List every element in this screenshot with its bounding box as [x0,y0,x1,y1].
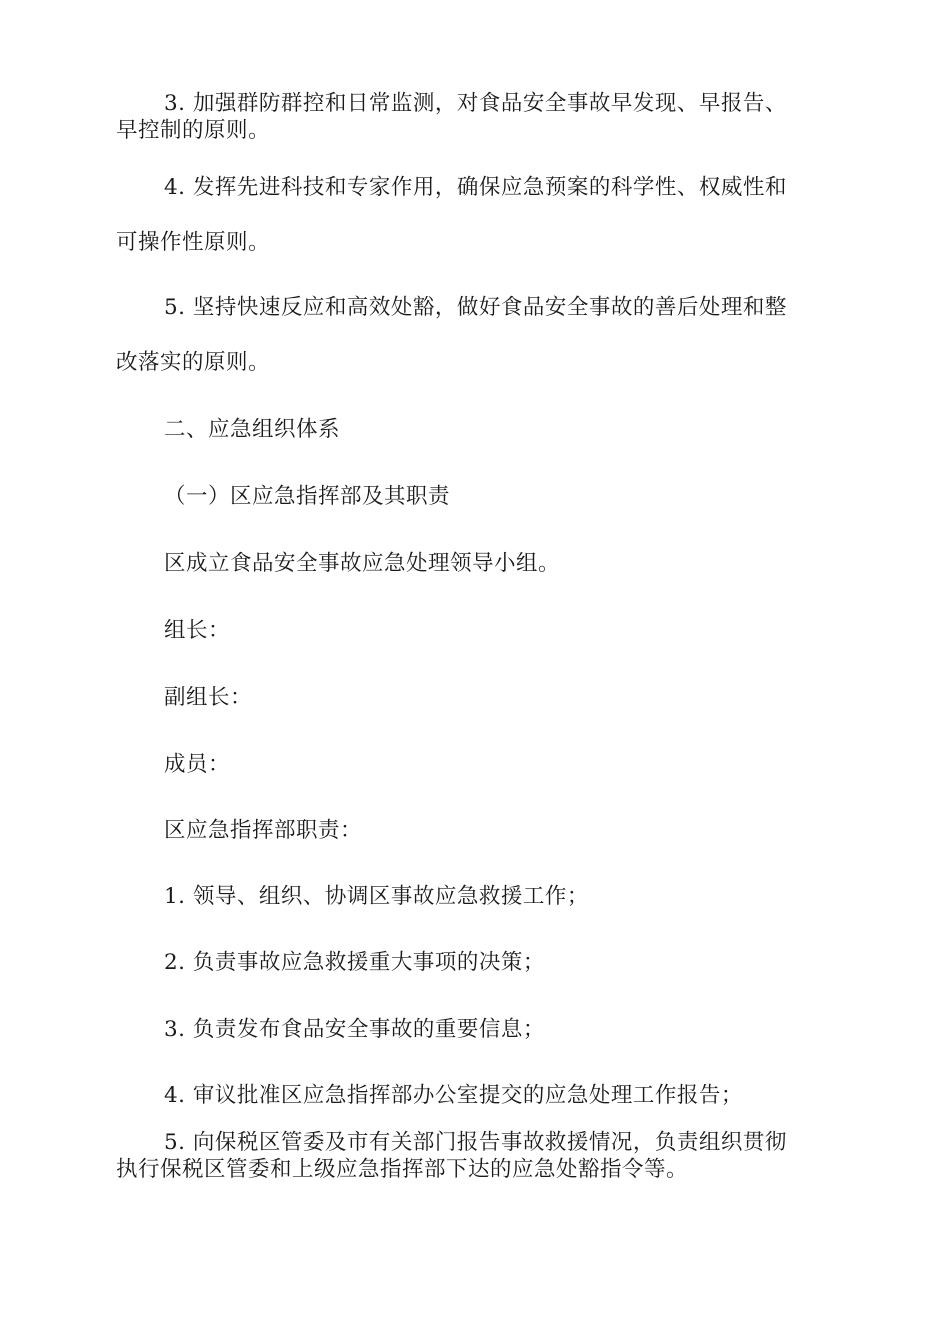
duty-2: 2. 负责事故应急救援重大事项的决策； [164,950,545,975]
duty-4: 4. 审议批准区应急指挥部办公室提交的应急处理工作报告； [164,1083,743,1108]
duty-3: 3. 负责发布食品安全事故的重要信息； [164,1017,545,1042]
members-label: 成员： [164,752,231,777]
subsection-heading-1: （一）区应急指挥部及其职责 [164,484,451,509]
duties-heading: 区应急指挥部职责： [164,818,363,843]
duty-1: 1. 领导、组织、协调区事故应急救援工作； [164,884,589,909]
principle-3-line-2: 早控制的原则。 [116,118,271,143]
principle-4-line-1: 4. 发挥先进科技和专家作用，确保应急预案的科学性、权威性和 [164,175,787,200]
principle-5-line-1: 5. 坚持快速反应和高效处豁，做好食品安全事故的善后处理和整 [164,295,787,320]
deputy-leader-label: 副组长： [164,685,253,710]
section-heading-2: 二、应急组织体系 [164,417,341,442]
group-leader-label: 组长： [164,618,231,643]
duty-5-line-1: 5. 向保税区管委及市有关部门报告事故救援情况，负责组织贯彻 [164,1130,787,1155]
leading-group-statement: 区成立食品安全事故应急处理领导小组。 [164,551,561,576]
duty-5-line-2: 执行保税区管委和上级应急指挥部下达的应急处豁指令等。 [116,1157,689,1182]
principle-3-line-1: 3. 加强群防群控和日常监测，对食品安全事故早发现、早报告、 [164,91,787,116]
principle-4-line-2: 可操作性原则。 [116,230,271,255]
principle-5-line-2: 改落实的原则。 [116,350,271,375]
